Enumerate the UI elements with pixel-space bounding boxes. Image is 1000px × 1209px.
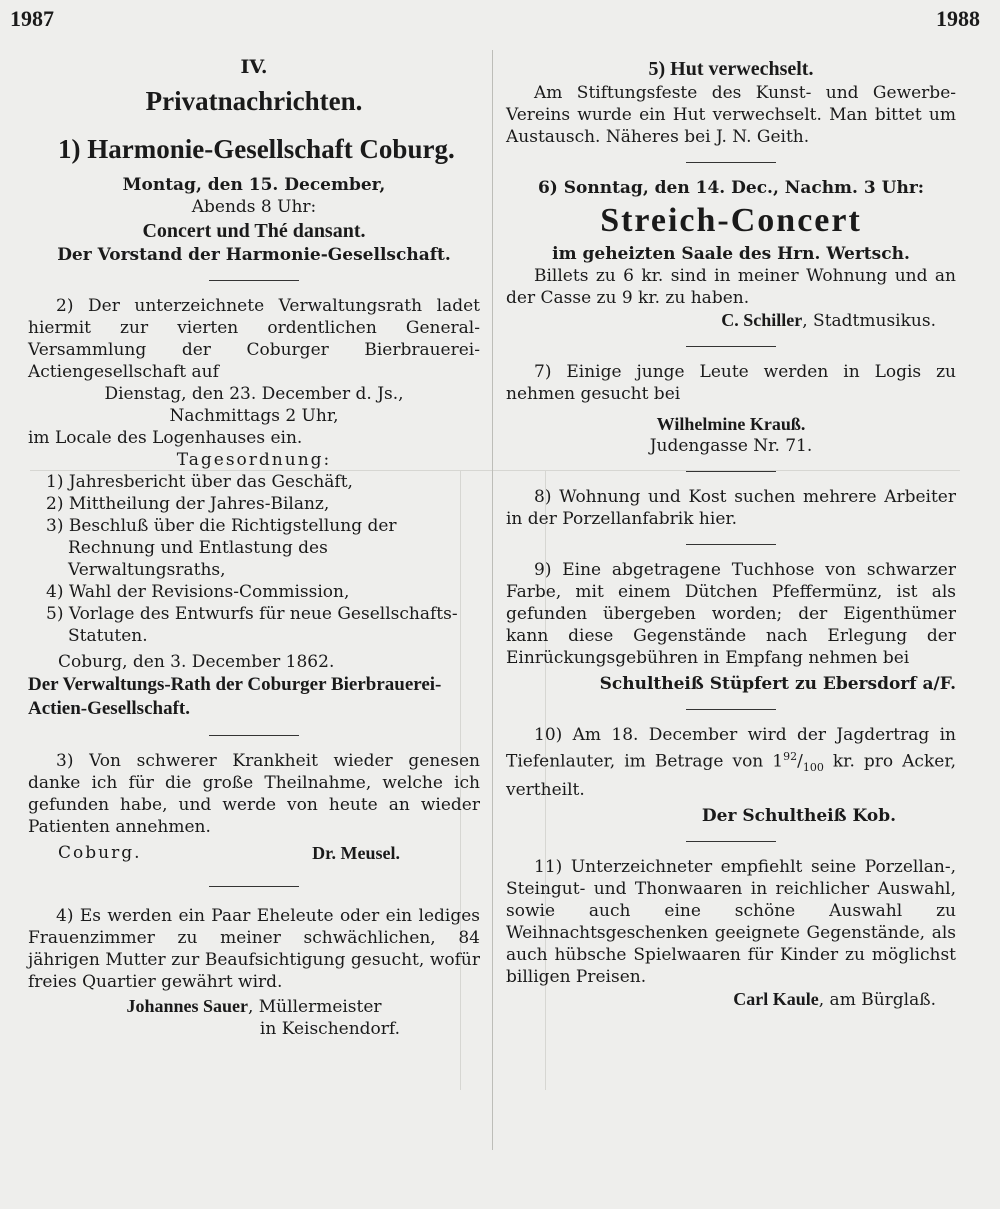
notice-7-text: 7) Einige junge Leute werden in Logis zu nehmen gesucht bei	[506, 362, 956, 404]
notice-2-dateline: Coburg, den 3. December 1862.	[58, 652, 335, 672]
notice-1	[28, 132, 480, 266]
notice-1-line4: Der Vorstand der Harmonie-Gesellschaft.	[57, 245, 451, 265]
agenda-list	[46, 471, 480, 647]
notice-6-sig-suffix: , Stadtmusikus.	[802, 311, 936, 331]
notice-4-sig-suffix: , Müllermeister	[247, 997, 382, 1017]
notice-2-date2: Nachmittags 2 Uhr,	[169, 406, 339, 426]
notice-2-place: im Locale des Logenhauses ein.	[28, 428, 303, 448]
notice-6-signature: C. Schiller	[721, 310, 803, 330]
notice-2-date1: Dienstag, den 23. December d. Js.,	[104, 384, 404, 404]
notice-3	[28, 750, 480, 864]
separator	[686, 346, 776, 347]
agenda-item: 5) Vorlage des Entwurfs für neue Gesellschafts-Statuten.	[46, 604, 458, 646]
agenda-item: 3) Beschluß über die Richtigstellung der Rechnung und Entlastung des Verwaltungsraths,	[46, 516, 397, 580]
separator	[209, 280, 299, 281]
agenda-item: 4) Wahl der Revisions-Commission,	[46, 582, 350, 602]
notice-4-signature: Johannes Sauer	[126, 996, 248, 1016]
notice-3-signature: Dr. Meusel.	[312, 843, 400, 863]
notice-3-text: 3) Von schwerer Krankheit wieder genesen danke ich für die große Theilnahme, welche ich gefunden habe, und werde von heute an wieder Patienten annehmen.	[28, 751, 480, 837]
notice-6-sub: im geheizten Saale des Hrn. Wertsch.	[552, 244, 910, 264]
notice-11	[506, 856, 956, 1011]
notice-6-line1: 6) Sonntag, den 14. Dec., Nachm. 3 Uhr:	[537, 178, 925, 198]
notice-6-title: Streich-Concert	[600, 202, 862, 239]
notice-11-signature: Carl Kaule	[733, 989, 819, 1010]
notice-6	[506, 177, 956, 332]
right-column	[506, 56, 956, 1011]
notice-7-name: Wilhelmine Krauß.	[656, 414, 806, 434]
notice-10-text-a: 10) Am 18. December wird der Jagdertrag in Tiefenlauter, im Betrage von 1	[506, 725, 956, 772]
notice-9-text: 9) Eine abgetragene Tuchhose von schwarzer Farbe, mit einem Dütchen Pfeffermünz, ist als gefunden übergeben worden; der Eigenthümer kann diese Gegenstände nach Erlegung der Einrückungsgebühren in Empfang nehmen bei	[506, 560, 956, 668]
notice-10-frac-num: 92	[783, 750, 798, 763]
notice-2-intro: 2) Der unterzeichnete Verwaltungsrath ladet hiermit zur vierten ordentlichen General-Versammlung der Coburger Bierbrauerei-Actiengesellschaft auf	[28, 296, 480, 382]
notice-1-title: 1) Harmonie-Gesellschaft Coburg.	[58, 134, 455, 164]
notice-10-frac-den: 100	[802, 761, 824, 775]
notice-1-line1: Montag, den 15. December,	[122, 175, 386, 195]
page-number-right: 1988	[936, 6, 980, 31]
notice-8	[506, 486, 956, 530]
notice-10-text-b: kr. pro Acker, vertheilt.	[506, 751, 956, 801]
agenda-item: 1) Jahresbericht über das Geschäft,	[46, 472, 353, 492]
separator	[686, 544, 776, 545]
notice-10-signature: Der Schultheiß Kob.	[701, 806, 896, 827]
notice-2	[28, 295, 480, 721]
notice-5-title: 5) Hut verwechselt.	[648, 58, 814, 80]
separator	[686, 162, 776, 163]
section-title: Privatnachrichten.	[145, 86, 363, 116]
separator	[686, 471, 776, 472]
notice-2-agenda-title: Tagesordnung:	[176, 450, 332, 470]
notice-2-signature: Der Verwaltungs-Rath der Coburger Bierbrauerei-Actien-Gesellschaft.	[28, 674, 442, 719]
notice-5-text: Am Stiftungsfeste des Kunst- und Gewerbe-Vereins wurde ein Hut verwechselt. Man bittet um Austausch. Näheres bei J. N. Geith.	[506, 83, 956, 147]
notice-4-place: in Keischendorf.	[259, 1019, 400, 1039]
notice-3-place: Coburg.	[58, 843, 142, 863]
column-divider	[492, 50, 493, 1150]
notice-9	[506, 559, 956, 695]
notice-7	[506, 361, 956, 457]
notice-7-address: Judengasse Nr. 71.	[649, 436, 813, 456]
section-number: IV.	[240, 56, 268, 78]
separator	[686, 841, 776, 842]
separator	[686, 709, 776, 710]
separator	[209, 886, 299, 887]
notice-11-text: 11) Unterzeichneter empfiehlt seine Porzellan-, Steingut- und Thonwaaren in reichlicher Auswahl, sowie auch eine schöne Auswahl zu Weihnachtsgeschenken geeignete Gegenstände, als auch hübsche Spielwaaren für Kinder zu möglichst billigen Preisen.	[506, 857, 956, 988]
page-number-left: 1987	[10, 6, 54, 31]
notice-1-line2: Abends 8 Uhr:	[191, 197, 317, 217]
notice-8-text: 8) Wohnung und Kost suchen mehrere Arbeiter in der Porzellanfabrik hier.	[506, 487, 956, 529]
separator	[209, 735, 299, 736]
notice-10: 10) Am 18. December wird der Jagdertrag in Tiefenlauter, im Betrage von $1^{92}/_{100}$ kr. pro Acker, vertheilt. Der Schultheiß Kob.	[506, 725, 956, 827]
left-column	[28, 56, 480, 1040]
notice-4-text: 4) Es werden ein Paar Eheleute oder ein lediges Frauenzimmer zu meiner schwächlichen, 84 jährigen Mutter zur Beaufsichtigung gesucht, wofür freies Quartier gewährt wird.	[28, 906, 480, 992]
notice-1-line3: Concert und Thé dansant.	[142, 220, 366, 242]
notice-9-signature: Schultheiß Stüpfert zu Ebersdorf a/F.	[599, 674, 956, 694]
notice-5	[506, 56, 956, 148]
notice-6-text: Billets zu 6 kr. sind in meiner Wohnung und an der Casse zu 9 kr. zu haben.	[506, 266, 956, 308]
notice-11-sig-suffix: , am Bürglaß.	[818, 990, 936, 1011]
agenda-item: 2) Mittheilung der Jahres-Bilanz,	[46, 494, 330, 514]
notice-4	[28, 905, 480, 1040]
